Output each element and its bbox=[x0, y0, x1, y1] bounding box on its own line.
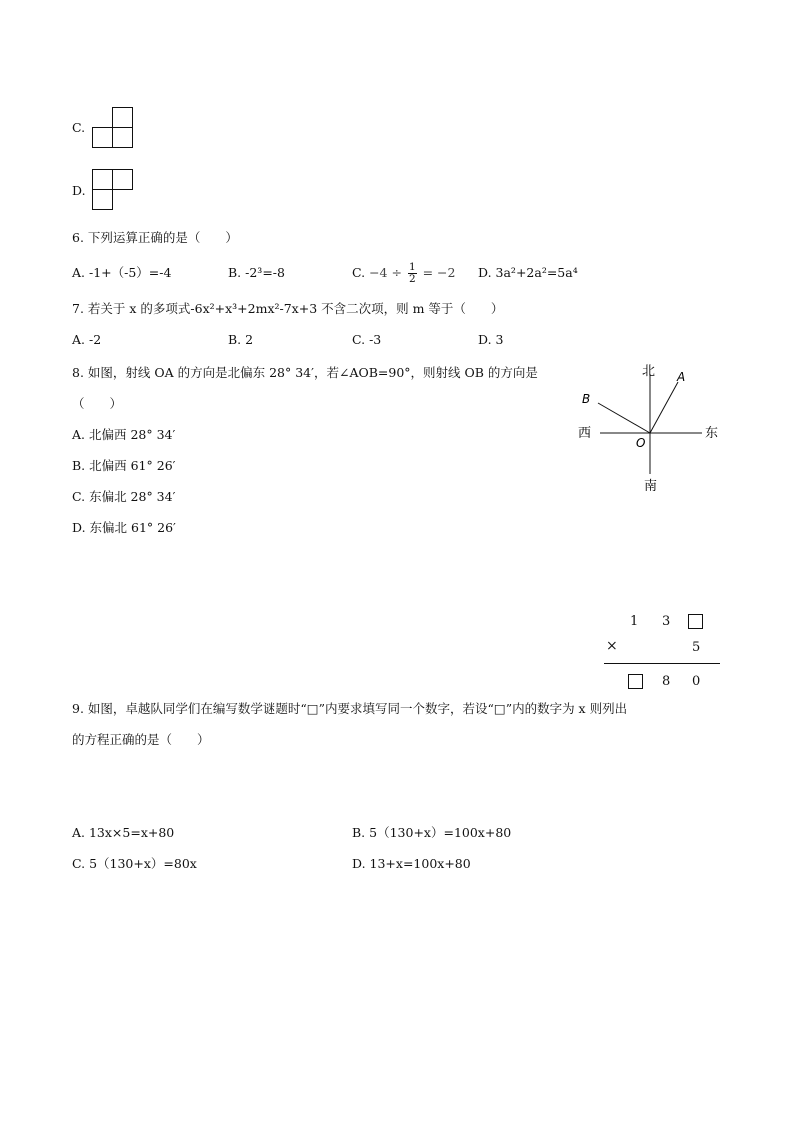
q7-stem: 7. 若关于 x 的多项式-6x²+x³+2mx²-7x+3 不含二次项，则 m 等于（ ） bbox=[72, 301, 504, 316]
puzzle-row1-digit-3: 3 bbox=[662, 614, 671, 629]
q6-option-a: A. -1+（-5）=-4 bbox=[72, 265, 172, 280]
q6-option-c bbox=[352, 258, 455, 288]
q7-option-a: A. -2 bbox=[72, 332, 102, 347]
q9-stem-line1: 9. 如图，卓越队同学们在编写数学谜题时“□”内要求填写同一个数字，若设“□”内的数字为 x 则列出 bbox=[72, 701, 628, 716]
puzzle-times-sign: × bbox=[606, 638, 618, 654]
puzzle-row1-digit-1: 1 bbox=[630, 614, 639, 629]
fraction-numerator: 1 bbox=[408, 261, 416, 273]
q6-option-c-right: = −2 bbox=[422, 265, 456, 280]
puzzle-row2-digit-5: 5 bbox=[692, 640, 701, 655]
grid-cell bbox=[112, 169, 133, 190]
fraction-denominator: 2 bbox=[408, 273, 416, 285]
q8-stem-line1: 8. 如图，射线 OA 的方向是北偏东 28° 34′，若∠AOB=90°，则射线 OB 的方向是 bbox=[72, 365, 538, 380]
q7-option-d: D. 3 bbox=[478, 332, 504, 347]
q6-stem: 6. 下列运算正确的是（ ） bbox=[72, 230, 238, 245]
q9-option-c: C. 5（130+x）=80x bbox=[72, 856, 197, 871]
q7-option-c: C. -3 bbox=[352, 332, 382, 347]
q8-option-d: D. 东偏北 61° 26′ bbox=[72, 520, 176, 535]
q9-stem-line2: 的方程正确的是（ ） bbox=[72, 732, 210, 747]
q6-option-d: D. 3a²+2a²=5a⁴ bbox=[478, 265, 578, 280]
label-north: 北 bbox=[642, 364, 656, 379]
q9-option-b: B. 5（130+x）=100x+80 bbox=[352, 825, 512, 840]
q9-option-d: D. 13+x=100x+80 bbox=[352, 856, 471, 871]
ray-oa bbox=[650, 382, 678, 433]
grid-cell bbox=[92, 127, 113, 148]
label-east: 东 bbox=[705, 426, 719, 441]
q9-puzzle-figure bbox=[600, 608, 724, 692]
q5-option-c-figure bbox=[92, 107, 134, 149]
q7-option-b: B. 2 bbox=[228, 332, 254, 347]
puzzle-row3-digit-0: 0 bbox=[692, 674, 701, 689]
q5-option-c-label: C. bbox=[72, 120, 86, 135]
puzzle-blank-box bbox=[688, 614, 703, 629]
fraction bbox=[408, 262, 417, 285]
q8-option-b: B. 北偏西 61° 26′ bbox=[72, 458, 176, 473]
label-south: 南 bbox=[644, 479, 658, 494]
ray-ob bbox=[598, 403, 650, 433]
q8-option-a: A. 北偏西 28° 34′ bbox=[72, 427, 176, 442]
grid-cell bbox=[112, 107, 133, 128]
q9-option-a: A. 13x×5=x+80 bbox=[72, 825, 175, 840]
label-o: O bbox=[636, 436, 646, 450]
grid-cell bbox=[92, 189, 113, 210]
q8-stem-line2: （ ） bbox=[72, 396, 123, 411]
q5-option-d-label: D. bbox=[72, 183, 86, 198]
puzzle-blank-box bbox=[628, 674, 643, 689]
grid-cell bbox=[112, 127, 133, 148]
q6-option-c-prefix: C. bbox=[352, 265, 366, 280]
q6-option-c-left: −4 ÷ bbox=[369, 265, 402, 280]
q8-option-c: C. 东偏北 28° 34′ bbox=[72, 489, 176, 504]
q6-option-b: B. -2³=-8 bbox=[228, 265, 285, 280]
puzzle-row3-digit-8: 8 bbox=[662, 674, 671, 689]
puzzle-divider-line bbox=[604, 663, 720, 664]
grid-cell bbox=[92, 169, 113, 190]
label-west: 西 bbox=[578, 426, 592, 441]
label-b: B bbox=[582, 392, 591, 406]
q5-option-d-figure bbox=[92, 169, 134, 211]
label-a: A bbox=[677, 370, 686, 384]
q8-compass-figure bbox=[572, 358, 732, 498]
